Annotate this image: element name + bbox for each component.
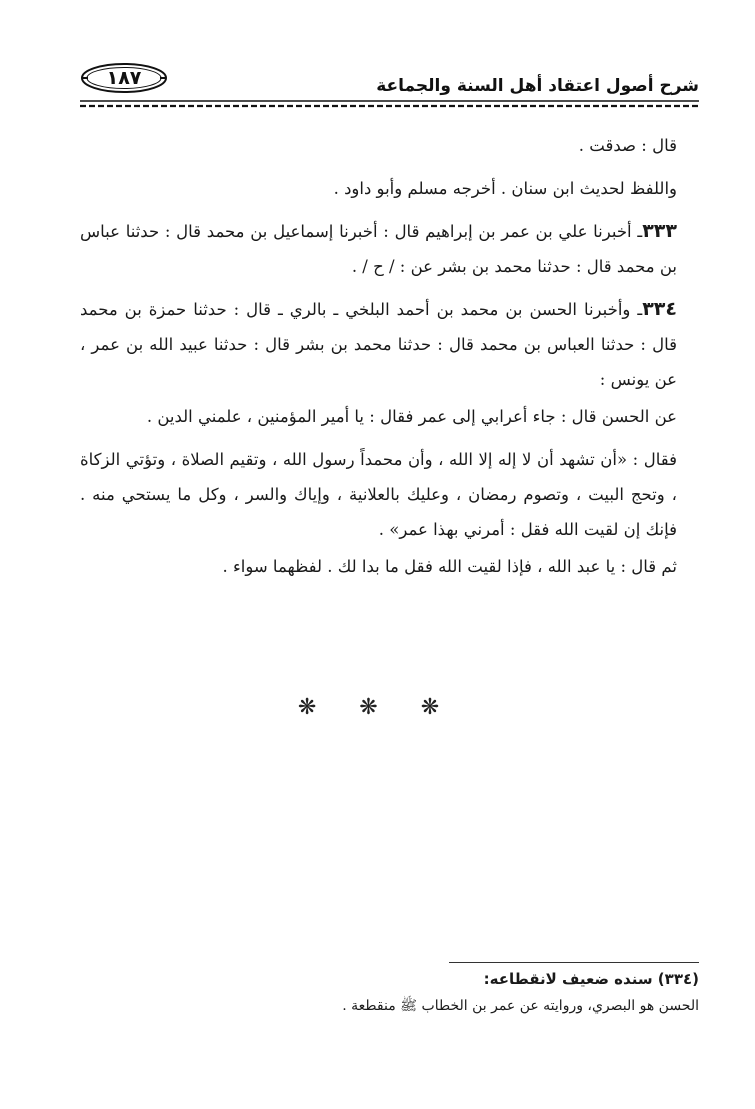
hadith-text: ـ وأخبرنا الحسن بن محمد بن أحمد البلخي ـ بالري ـ قال : حدثنا حمزة بن محمد قال : حدثنا العباس بن محمد قال : حدثنا محمد بن بشر قال : حدثنا عبيد الله بن عمر ، عن يونس :: [80, 300, 677, 389]
main-text: [80, 128, 699, 592]
page-number: ١٨٧: [106, 67, 142, 89]
footnotes: [80, 966, 699, 1020]
hadith-number: ٣٣٣: [642, 220, 677, 242]
section-separator: ❋ ❋ ❋: [297, 695, 458, 720]
header-divider: [80, 100, 699, 108]
paragraph-2: واللفظ لحديث ابن سنان . أخرجه مسلم وأبو داود .: [333, 179, 677, 198]
paragraph-5: عن الحسن قال : جاء أعرابي إلى عمر فقال : يا أمير المؤمنين ، علمني الدين .: [146, 407, 677, 426]
paragraph-7: ثم قال : يا عبد الله ، فإذا لقيت الله فقل ما بدا لك . لفظهما سواء .: [222, 557, 677, 576]
footnote-text: الحسن هو البصري، وروايته عن عمر بن الخطاب ﷺ منقطعة .: [342, 998, 699, 1014]
hadith-333: [80, 214, 699, 284]
paragraph-6: فقال : «أن تشهد أن لا إله إلا الله ، وأن محمداً رسول الله ، وتقيم الصلاة ، وتؤتي الزكاة ، وتحج البيت ، وتصوم رمضان ، وعليك بالعلانية ، وإياك والسر ، وكل ما يستحي منه . فإنك إن لقيت الله فقل : أمرني بهذا عمر» .: [80, 450, 677, 539]
running-title: شرح أصول اعتقاد أهل السنة والجماعة: [376, 76, 699, 96]
page-header: [80, 62, 699, 98]
page-number-badge: [80, 62, 168, 94]
footnote-heading: (٣٣٤) سنده ضعيف لانقطاعه:: [483, 970, 699, 988]
footnote-divider: [449, 962, 699, 963]
paragraph-1: قال : صدقت .: [578, 136, 677, 155]
hadith-334: [80, 292, 699, 397]
hadith-number: ٣٣٤: [642, 298, 677, 320]
hadith-text: ـ أخبرنا علي بن عمر بن إبراهيم قال : أخبرنا إسماعيل بن محمد قال : حدثنا عباس بن محمد قال : حدثنا محمد بن بشر عن : / ح / .: [80, 222, 677, 276]
